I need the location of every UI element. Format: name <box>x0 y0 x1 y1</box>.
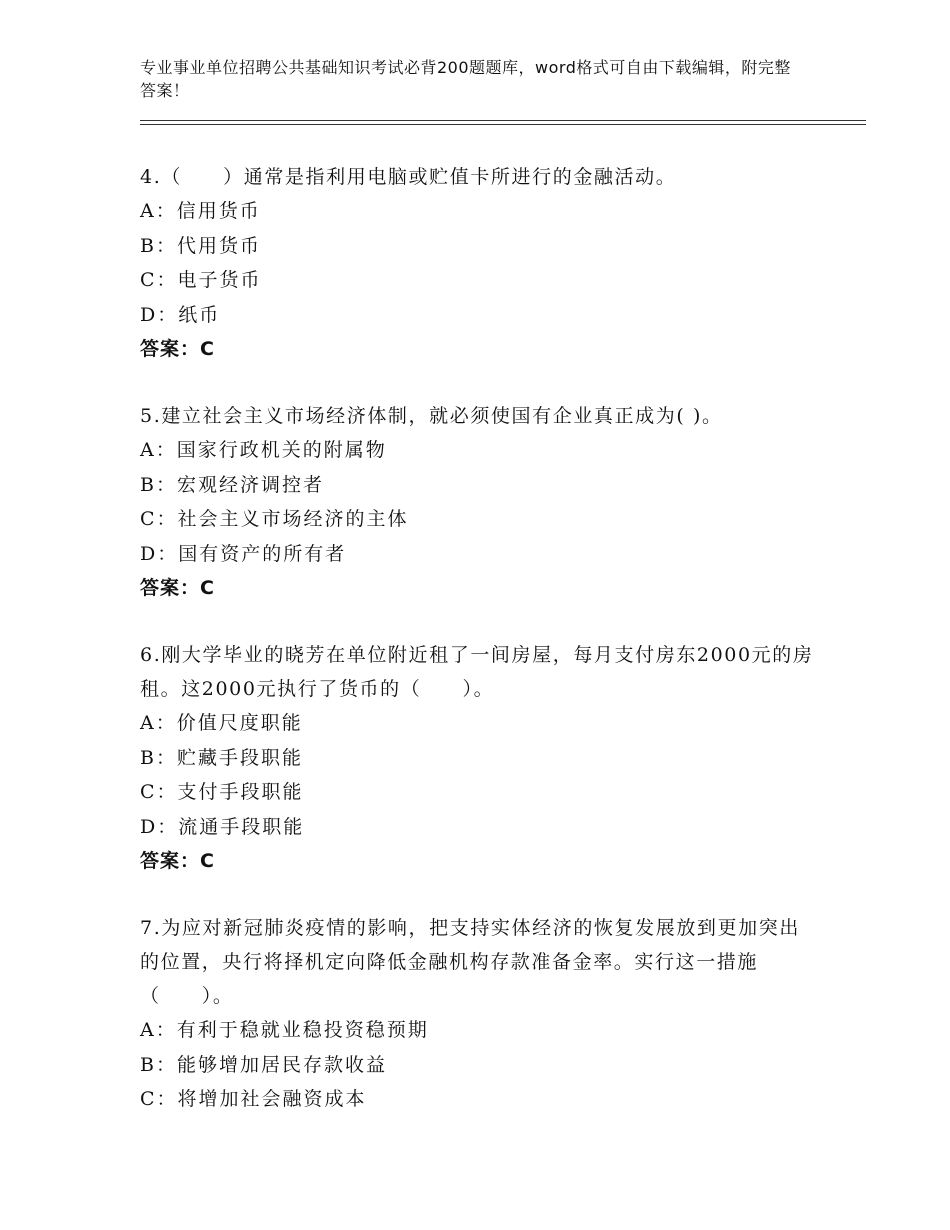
option-c: C：支付手段职能 <box>140 781 304 803</box>
question-stem: 4.（ ）通常是指利用电脑或贮值卡所进行的金融活动。 <box>140 166 677 188</box>
option-c: C：将增加社会融资成本 <box>140 1088 367 1110</box>
option-b: B：宏观经济调控者 <box>140 473 324 496</box>
option-d: D：国有资产的所有者 <box>140 542 347 565</box>
option-a: A：价值尺度职能 <box>140 712 303 734</box>
option-a: A：有利于稳就业稳投资稳预期 <box>140 1019 429 1041</box>
option-c: C：社会主义市场经济的主体 <box>140 508 409 530</box>
option-d: D：流通手段职能 <box>140 815 305 838</box>
header-divider <box>140 120 866 125</box>
question-4 <box>140 160 820 366</box>
question-stem: 6.刚大学毕业的晓芳在单位附近租了一间房屋，每月支付房东2000元的房租。这2000元执行了货币的（ ）。 <box>140 644 814 700</box>
question-7 <box>140 911 820 1117</box>
option-d: D：纸币 <box>140 303 221 326</box>
option-b: B：代用货币 <box>140 234 261 257</box>
question-5 <box>140 399 820 605</box>
option-a: A：国家行政机关的附属物 <box>140 439 387 461</box>
option-b: B：能够增加居民存款收益 <box>140 1053 387 1076</box>
option-c: C：电子货币 <box>140 269 262 291</box>
option-a: A：信用货币 <box>140 200 261 222</box>
answer-line: 答案：C <box>140 338 215 360</box>
answer-line: 答案：C <box>140 577 215 599</box>
answer-line: 答案：C <box>140 850 215 872</box>
document-header: 专业事业单位招聘公共基础知识考试必背200题题库，word格式可自由下载编辑，附完整答案！ <box>140 58 791 100</box>
option-b: B：贮藏手段职能 <box>140 746 303 769</box>
question-stem: 7.为应对新冠肺炎疫情的影响，把支持实体经济的恢复发展放到更加突出的位置，央行将择机定向降低金融机构存款准备金率。实行这一措施（ ）。 <box>140 917 800 1007</box>
question-6 <box>140 638 820 878</box>
question-stem: 5.建立社会主义市场经济体制，就必须使国有企业真正成为( )。 <box>140 405 723 427</box>
